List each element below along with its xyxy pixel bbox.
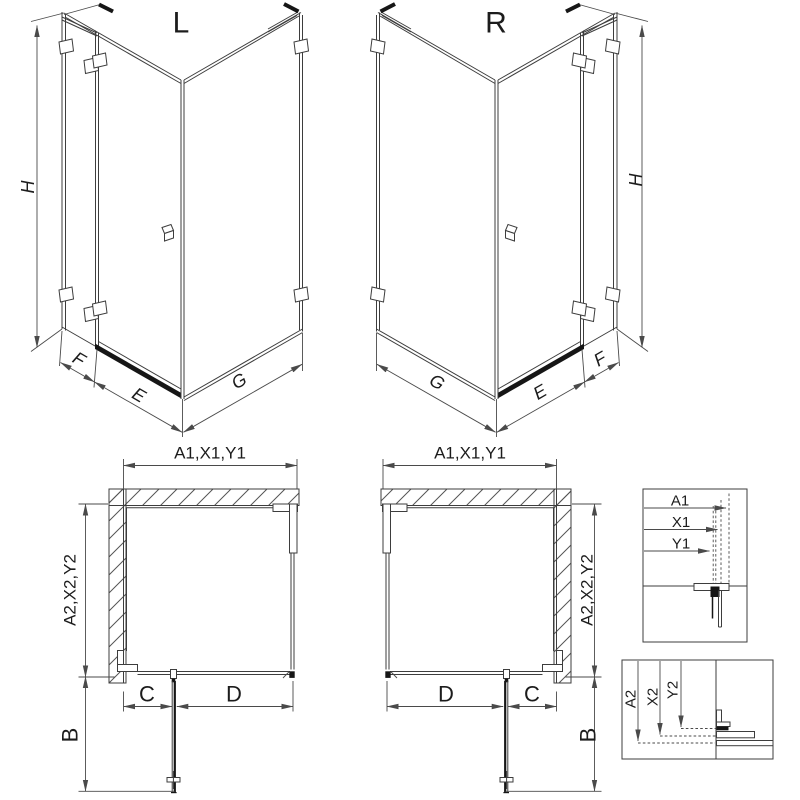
wall-hatch-top: [109, 489, 299, 506]
label-fixed-segment-dim: C: [524, 681, 540, 707]
label-width-dim: A1,X1,Y1: [434, 443, 506, 463]
label-x2-dim: X2: [644, 687, 662, 707]
label-y2-dim: Y2: [664, 680, 682, 700]
label-wall-panel-dim: F: [590, 347, 610, 371]
label-door-swing-dim: B: [575, 727, 601, 743]
iso-view-right: [371, 4, 649, 437]
plan-view-right: [381, 444, 602, 793]
wall-hatch-top: [381, 489, 571, 506]
label-fixed-segment-dim: C: [139, 681, 155, 707]
iso-view-left: [18, 4, 309, 437]
label-height-dim: H: [626, 173, 646, 187]
label-door-swing-dim: B: [57, 727, 83, 743]
label-door-dim: E: [529, 380, 551, 404]
view-title-left: L: [172, 6, 190, 40]
view-title-right: R: [485, 6, 507, 40]
label-x1-dim: X1: [671, 514, 691, 531]
label-y1-dim: Y1: [671, 535, 691, 553]
label-door-dim: E: [128, 383, 150, 407]
label-depth-dim: A2,X2,Y2: [60, 554, 80, 626]
label-a2-dim: A2: [622, 689, 640, 709]
detail-box-depth: [622, 660, 773, 759]
label-wall-panel-dim: F: [69, 347, 89, 371]
label-side-panel-dim: G: [227, 368, 251, 394]
label-depth-dim: A2,X2,Y2: [577, 554, 597, 626]
label-side-panel-dim: G: [425, 369, 449, 395]
label-door-width-dim: D: [438, 681, 454, 707]
plan-view-left: [58, 444, 300, 793]
label-height-dim: H: [18, 180, 38, 194]
label-width-dim: A1,X1,Y1: [174, 443, 246, 463]
detail-box-width: [643, 489, 747, 642]
label-a1-dim: A1: [670, 492, 690, 510]
label-door-width-dim: D: [226, 681, 242, 707]
